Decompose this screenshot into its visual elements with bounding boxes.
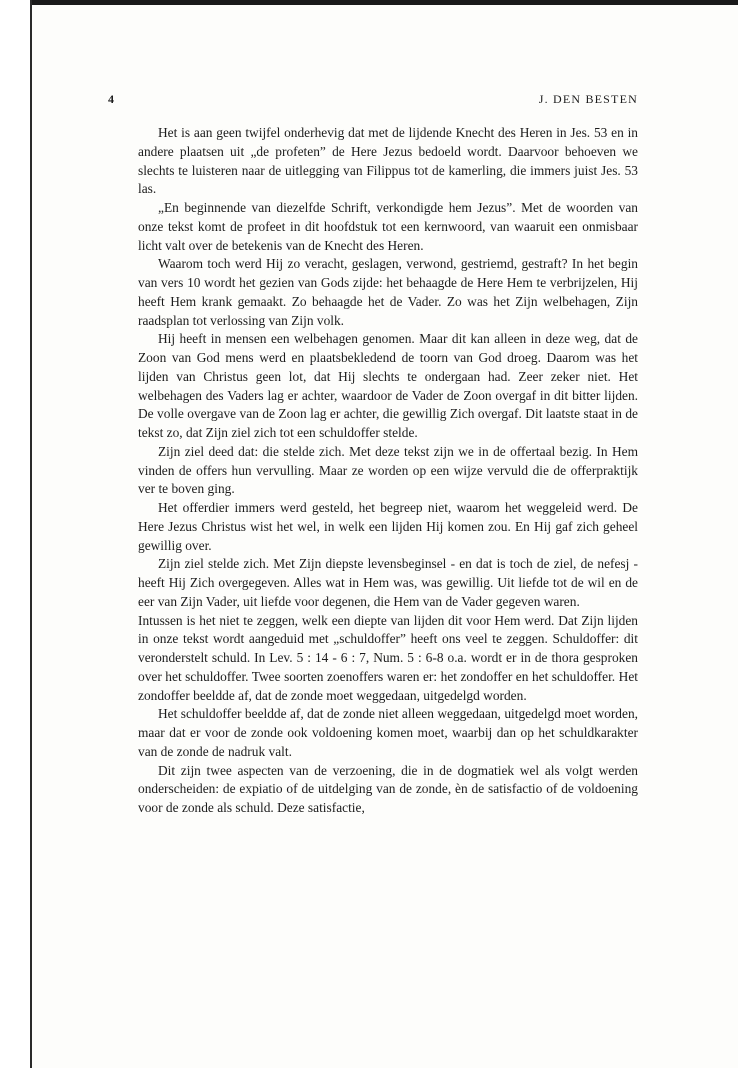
- paragraph: Hij heeft in mensen een welbehagen genomen. Maar dit kan alleen in deze weg, dat de Zoon van God mens werd en plaatsbekledend de toorn van God droeg. Daarom was het lijden van Christus geen lot, dat Hij slechts te ondergaan had. Zeer zeker niet. Het welbehagen des Vaders lag er achter, waardoor de Vader de Zoon overgaf in dit bitter lijden. De volle overgave van de Zoon lag er achter, die gewillig Zich overgaf. Dit laatste staat in de tekst zo, dat Zijn ziel zich tot een schuldoffer stelde.: [138, 331, 638, 440]
- paragraph: Dit zijn twee aspecten van de verzoening, die in de dogmatiek wel als volgt werden onderscheiden: de expiatio of de uitdelging van de zonde, èn de satisfactio of de voldoening voor de zonde als schuld. Deze satisfactie,: [138, 762, 638, 815]
- paragraph: Zijn ziel deed dat: die stelde zich. Met deze tekst zijn we in de offertaal bezig. In Hem vinden de offers hun vervulling. Maar ze worden op een wijze vervuld die de offerpraktijk ver te boven ging.: [138, 443, 638, 497]
- paragraph: Intussen is het niet te zeggen, welk een diepte van lijden dit voor Hem werd. Dat Zijn lijden in onze tekst wordt aangeduid met „schuldoffer” heeft ons veel te zeggen. Schuldoffer: dit veronderstelt schuld. In Lev. 5 : 14 - 6 : 7, Num. 5 : 6-8 o.a. wordt er in de thora gesproken over het schuldoffer. Twee soorten zoenoffers waren er: het zondoffer en het schuldoffer. Het zondoffer beeldde af, dat de zonde moet weggedaan, uitgedelgd worden.: [138, 612, 638, 703]
- paragraph: Waarom toch werd Hij zo veracht, geslagen, verwond, gestriemd, gestraft? In het begin van vers 10 wordt het gezien van Gods zijde: het behaagde de Here Hem te verbrijzelen, Hij heeft Hem krank gemaakt. Zo behaagde het de Vader. Zo was het Zijn welbehagen, Zijn raadsplan tot verlossing van Zijn volk.: [138, 256, 638, 328]
- paragraph: Het offerdier immers werd gesteld, het begreep niet, waarom het weggeleid werd. De Here Jezus Christus wist het wel, in welk een lijden Hij komen zou. En Hij gaf zich geheel gewillig over.: [138, 500, 638, 553]
- paragraph: Zijn ziel stelde zich. Met Zijn diepste levensbeginsel - en dat is toch de ziel, de nefesj - heeft Hij Zich overgegeven. Alles wat in Hem was, was gewillig. Uit liefde tot de wil en de eer van Zijn Vader, uit liefde voor degenen, die Hem van de Vader gegeven waren.: [138, 556, 638, 609]
- body-text: [138, 124, 638, 818]
- running-title: J. DEN BESTEN: [538, 92, 638, 106]
- running-head: [108, 92, 638, 110]
- page-number: 4: [108, 92, 115, 106]
- paragraph: Het is aan geen twijfel onderhevig dat met de lijdende Knecht des Heren in Jes. 53 en in andere plaatsen uit „de profeten” de Here Jezus bedoeld wordt. Daarvoor behoeven we slechts te luisteren naar de uitlegging van Filippus tot de kamerling, die immers juist Jes. 53 las.: [138, 125, 638, 197]
- paragraph: „En beginnende van diezelfde Schrift, verkondigde hem Jezus”. Met de woorden van onze tekst komt de profeet in dit hoofdstuk tot een kernwoord, van waaruit een onmisbaar licht valt over de betekenis van de Knecht des Heren.: [138, 200, 638, 253]
- paragraph: Het schuldoffer beeldde af, dat de zonde niet alleen weggedaan, uitgedelgd moet worden, maar dat er voor de zonde ook voldoening komen moet, waarbij dan op het schuldkarakter van de zonde de nadruk valt.: [138, 706, 638, 759]
